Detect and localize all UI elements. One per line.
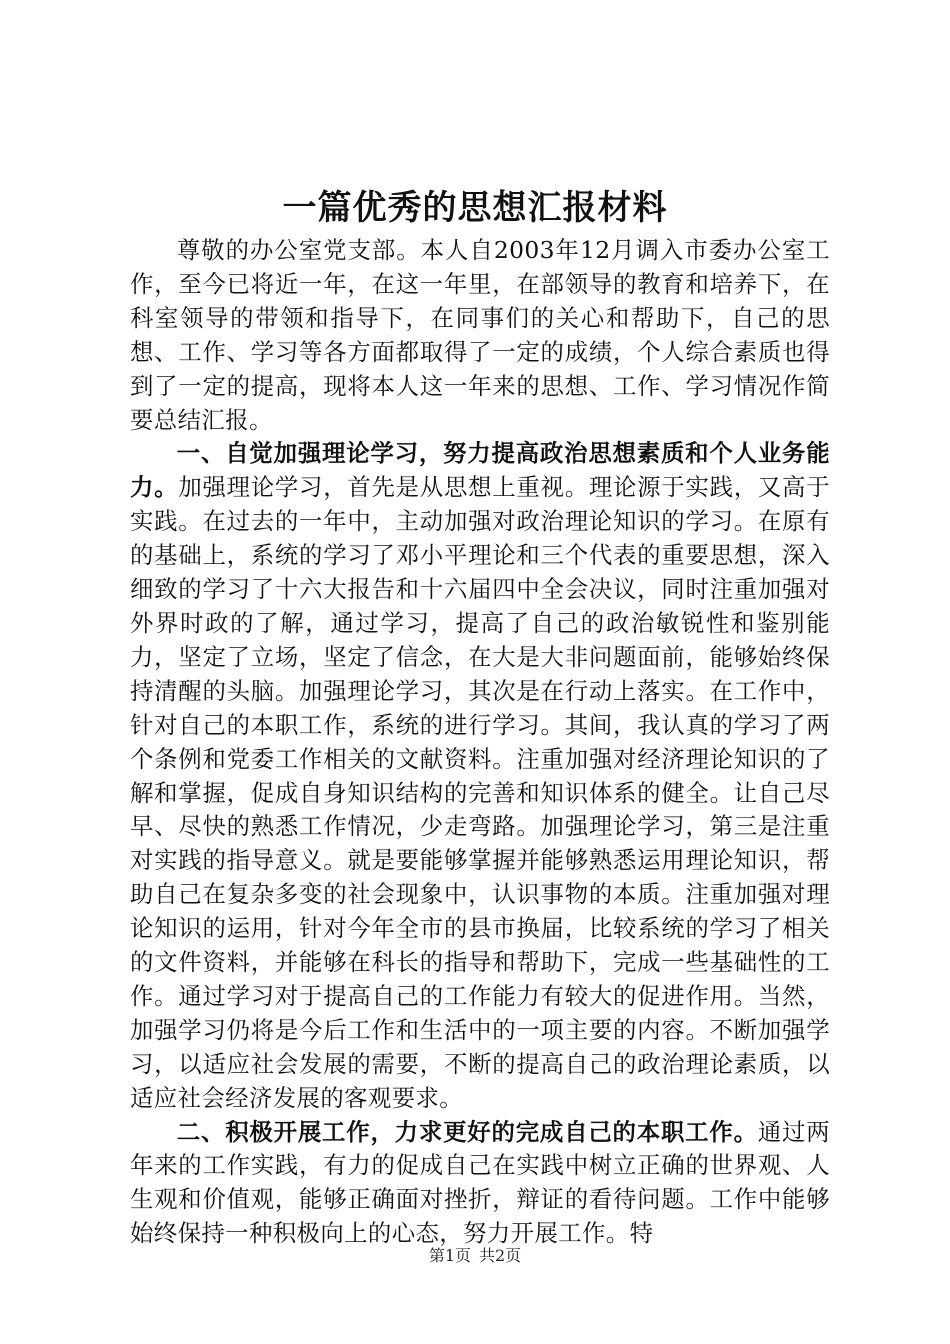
document-title: 一篇优秀的思想汇报材料	[282, 188, 668, 228]
paragraph-section-1	[130, 437, 830, 1115]
page-total: 共2页	[479, 1246, 522, 1265]
document-body	[130, 234, 830, 1251]
paragraph-intro	[130, 234, 830, 437]
paragraph-section-2	[130, 1116, 830, 1252]
page-number: 第1页	[428, 1246, 471, 1265]
paragraph-text: 通过两年来的工作实践，有力的促成自己在实践中树立正确的世界观、人生观和价值观，能够正确面对挫折，辩证的看待问题。工作中能够始终保持一种积极向上的心态，努力开展工作。特	[130, 1117, 830, 1248]
section-heading-2: 二、积极开展工作，力求更好的完成自己的本职工作。	[176, 1117, 758, 1146]
page-footer	[0, 1246, 950, 1266]
paragraph-text: 尊敬的办公室党支部。本人自2003年12月调入市委办公室工作，至今已将近一年，在这一年里，在部领导的教育和培养下，在科室领导的带领和指导下，在同事们的关心和帮助下，自己的思想、工作、学习等各方面都取得了一定的成绩，个人综合素质也得到了一定的提高，现将本人这一年来的思想、工作、学习情况作简要总结汇报。	[130, 236, 830, 434]
paragraph-text: 加强理论学习，首先是从思想上重视。理论源于实践，又高于实践。在过去的一年中，主动加强对政治理论知识的学习。在原有的基础上，系统的学习了邓小平理论和三个代表的重要思想，深入细致的学习了十六大报告和十六届四中全会决议，同时注重加强对外界时政的了解，通过学习，提高了自己的政治敏锐性和鉴别能力，坚定了立场，坚定了信念，在大是大非问题面前，能够始终保持清醒的头脑。加强理论学习，其次是在行动上落实。在工作中，针对自己的本职工作，系统的进行学习。其间，我认真的学习了两个条例和党委工作相关的文献资料。注重加强对经济理论知识的了解和掌握，促成自身知识结构的完善和知识体系的健全。让自己尽早、尽快的熟悉工作情况，少走弯路。加强理论学习，第三是注重对实践的指导意义。就是要能够掌握并能够熟悉运用理论知识，帮助自己在复杂多变的社会现象中，认识事物的本质。注重加强对理论知识的运用，针对今年全市的县市换届，比较系统的学习了相关的文件资料，并能够在科长的指导和帮助下，完成一些基础性的工作。通过学习对于提高自己的工作能力有较大的促进作用。当然，加强学习仍将是今后工作和生活中的一项主要的内容。不断加强学习，以适应社会发展的需要，不断的提高自己的政治理论素质，以适应社会经济发展的客观要求。	[130, 473, 830, 1112]
section-heading-1: 一、自觉加强理论学习，努力提高政治思想素质和个人业务能力。	[130, 439, 830, 502]
